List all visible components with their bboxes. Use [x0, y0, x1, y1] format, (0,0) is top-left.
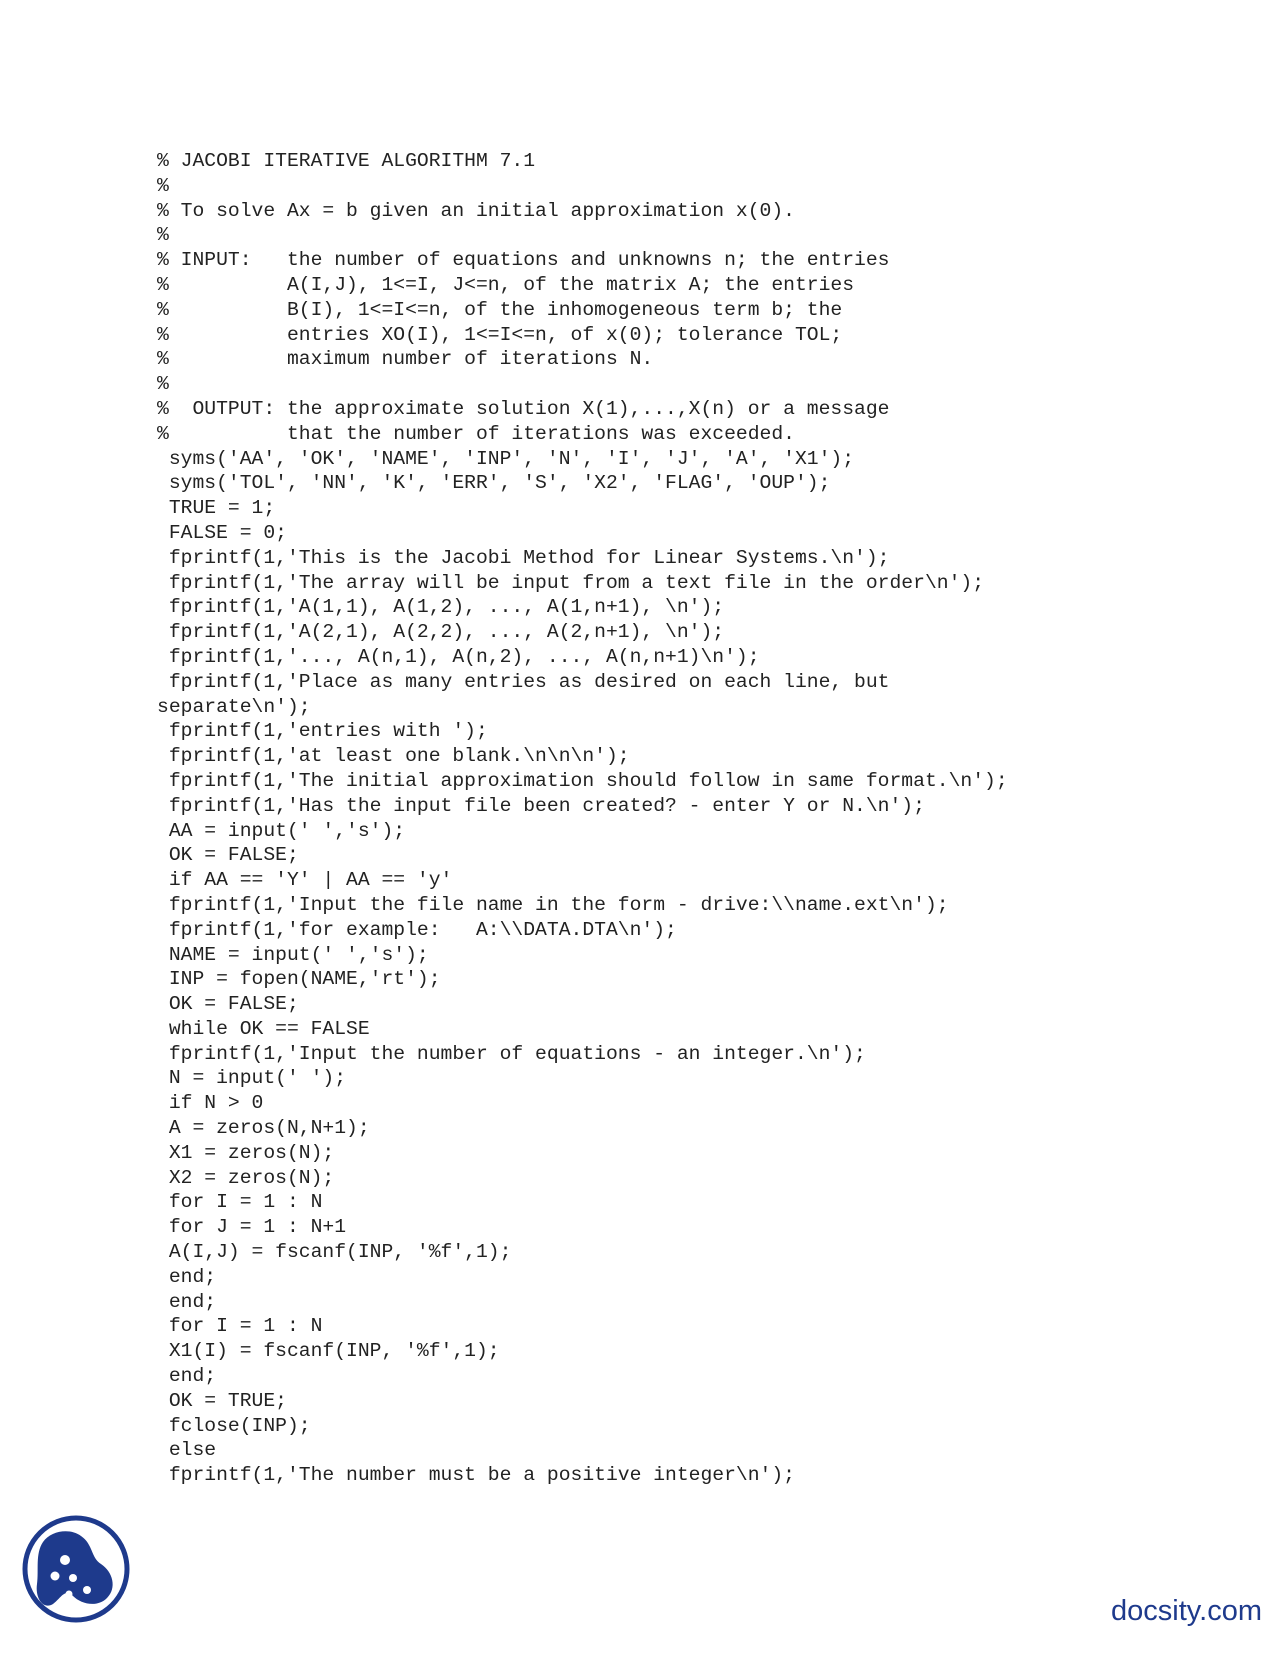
code-line: N = input(' '); — [157, 1067, 347, 1090]
code-line: fprintf(1,'The initial approximation should follow in same format.\n'); — [157, 769, 1008, 792]
code-line: for I = 1 : N — [157, 1315, 323, 1338]
code-line: syms('AA', 'OK', 'NAME', 'INP', 'N', 'I', 'J', 'A', 'X1'); — [157, 447, 855, 470]
code-line: fprintf(1,'The number must be a positive integer\n'); — [157, 1464, 795, 1487]
code-line: % that the number of iterations was exceeded. — [157, 422, 795, 445]
code-line: % JACOBI ITERATIVE ALGORITHM 7.1 — [157, 150, 536, 172]
docsity-logo-icon[interactable] — [21, 1514, 131, 1624]
code-line: fprintf(1,'..., A(n,1), A(n,2), ..., A(n,n+1)\n'); — [157, 645, 760, 668]
code-line: if N > 0 — [157, 1092, 264, 1115]
code-listing — [157, 149, 1257, 1488]
brand-wordmark[interactable]: docsity.com — [1111, 1595, 1262, 1627]
code-line: separate\n'); — [157, 695, 311, 718]
code-line: while OK == FALSE — [157, 1017, 370, 1040]
code-line: TRUE = 1; — [157, 497, 276, 520]
code-line: % maximum number of iterations N. — [157, 348, 654, 371]
code-line: FALSE = 0; — [157, 521, 287, 544]
code-line: % — [157, 373, 169, 396]
code-line: A(I,J) = fscanf(INP, '%f',1); — [157, 1241, 512, 1264]
code-line: fprintf(1,'for example: A:\\DATA.DTA\n'); — [157, 918, 677, 941]
code-line: fprintf(1,'A(1,1), A(1,2), ..., A(1,n+1), \n'); — [157, 596, 725, 619]
code-line: AA = input(' ','s'); — [157, 819, 406, 842]
code-line: else — [157, 1439, 217, 1462]
code-line: % A(I,J), 1<=I, J<=n, of the matrix A; the entries — [157, 273, 855, 296]
code-line: end; — [157, 1365, 217, 1388]
code-line: end; — [157, 1265, 217, 1288]
code-line: % To solve Ax = b given an initial approximation x(0). — [157, 199, 795, 222]
code-line: OK = FALSE; — [157, 993, 299, 1016]
code-line: if AA == 'Y' | AA == 'y' — [157, 869, 453, 892]
code-line: % — [157, 224, 169, 247]
code-line: A = zeros(N,N+1); — [157, 1117, 370, 1140]
code-line: % — [157, 174, 169, 197]
code-line: fprintf(1,'Has the input file been created? - enter Y or N.\n'); — [157, 794, 925, 817]
code-line: fprintf(1,'The array will be input from a text file in the order\n'); — [157, 571, 985, 594]
code-line: syms('TOL', 'NN', 'K', 'ERR', 'S', 'X2', 'FLAG', 'OUP'); — [157, 472, 831, 495]
code-line: fprintf(1,'A(2,1), A(2,2), ..., A(2,n+1), \n'); — [157, 621, 725, 644]
code-line: end; — [157, 1290, 217, 1313]
code-line: fprintf(1,'Place as many entries as desired on each line, but — [157, 670, 890, 693]
code-line: fprintf(1,'Input the number of equations - an integer.\n'); — [157, 1042, 866, 1065]
code-line: fprintf(1,'entries with '); — [157, 720, 488, 743]
code-line: INP = fopen(NAME,'rt'); — [157, 968, 441, 991]
code-line: % INPUT: the number of equations and unknowns n; the entries — [157, 249, 890, 272]
code-line: X2 = zeros(N); — [157, 1166, 335, 1189]
code-line: % entries XO(I), 1<=I<=n, of x(0); tolerance TOL; — [157, 323, 843, 346]
code-line: OK = TRUE; — [157, 1389, 287, 1412]
code-line: fprintf(1,'This is the Jacobi Method for Linear Systems.\n'); — [157, 546, 890, 569]
code-line: fprintf(1,'Input the file name in the form - drive:\\name.ext\n'); — [157, 893, 949, 916]
code-line: % B(I), 1<=I<=n, of the inhomogeneous term b; the — [157, 298, 843, 321]
code-line: X1 = zeros(N); — [157, 1141, 335, 1164]
code-line: % OUTPUT: the approximate solution X(1),...,X(n) or a message — [157, 397, 890, 420]
code-line: fclose(INP); — [157, 1414, 311, 1437]
code-line: NAME = input(' ','s'); — [157, 943, 429, 966]
code-line: OK = FALSE; — [157, 844, 299, 867]
code-line: X1(I) = fscanf(INP, '%f',1); — [157, 1340, 500, 1363]
code-line: for I = 1 : N — [157, 1191, 323, 1214]
code-line: fprintf(1,'at least one blank.\n\n\n'); — [157, 745, 630, 768]
code-line: for J = 1 : N+1 — [157, 1216, 347, 1239]
